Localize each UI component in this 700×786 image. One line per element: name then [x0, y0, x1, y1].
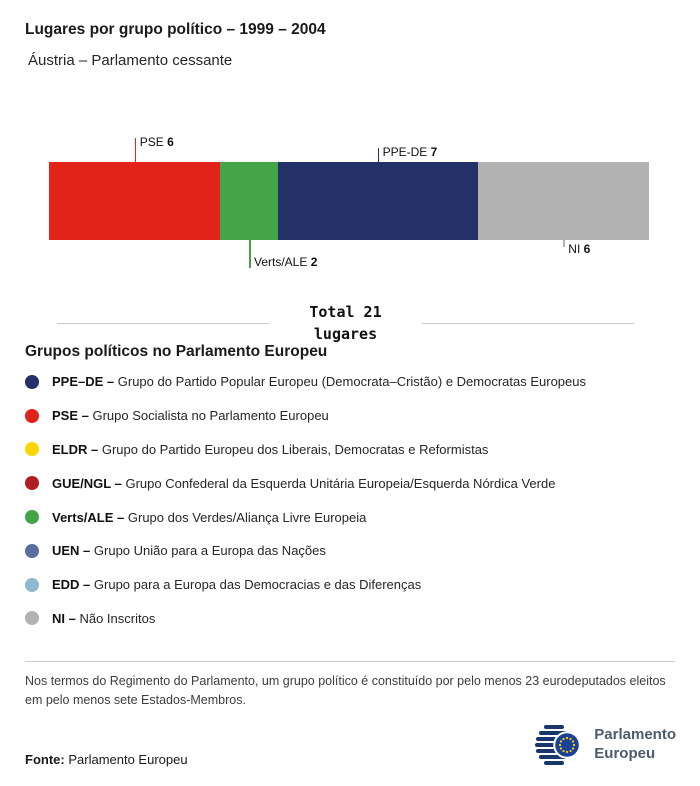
- callout-line-Verts/ALE: [249, 240, 251, 268]
- legend-label: PSE – Grupo Socialista no Parlamento Europeu: [52, 408, 329, 424]
- legend-item-UEN: [25, 534, 680, 568]
- legend-color-dot: [25, 442, 39, 456]
- legend-item-VertsALE: [25, 500, 680, 534]
- legend-item-NI: [25, 602, 680, 636]
- legend-color-dot: [25, 544, 39, 558]
- legend-color-dot: [25, 510, 39, 524]
- parliament-logo: [533, 722, 676, 768]
- legend-item-GUENGL: [25, 466, 680, 500]
- footnote: Nos termos do Regimento do Parlamento, um grupo político é constituído por pelo menos 23 eurodeputados eleitos em pelo menos sete Estados-Membros.: [25, 674, 666, 708]
- legend-label: ELDR – Grupo do Partido Europeu dos Liberais, Democratas e Reformistas: [52, 441, 489, 457]
- legend-item-PSE: [25, 399, 680, 433]
- callout-line-PSE: [135, 138, 137, 162]
- legend-label: Verts/ALE – Grupo dos Verdes/Aliança Livre Europeia: [52, 509, 367, 525]
- callout-label-PPE-DE: PPE-DE 7: [382, 145, 438, 159]
- bar-segment-Verts/ALE: [220, 162, 277, 240]
- source-line: [25, 752, 188, 767]
- legend-item-ELDR: [25, 433, 680, 467]
- page-title: Lugares por grupo político – 1999 – 2004: [25, 21, 326, 38]
- stacked-bar: [49, 162, 649, 240]
- legend-color-dot: [25, 375, 39, 389]
- total-label-line2: lugares: [313, 324, 378, 343]
- footer-divider: [25, 661, 675, 662]
- legend-color-dot: [25, 476, 39, 490]
- divider-line-right: [422, 323, 634, 324]
- bar-segment-PPE-DE: [278, 162, 478, 240]
- page-subtitle: Áustria – Parlamento cessante: [28, 52, 233, 69]
- bar-segment-PSE: [49, 162, 220, 240]
- legend-color-dot: [25, 578, 39, 592]
- bar-segment-NI: [478, 162, 649, 240]
- callout-label-Verts/ALE: Verts/ALE 2: [254, 255, 318, 269]
- total-divider: [57, 302, 634, 346]
- parliament-logo-icon: [533, 722, 583, 768]
- total-label: [269, 302, 421, 346]
- source-label: Fonte:: [25, 752, 65, 767]
- legend-label: GUE/NGL – Grupo Confederal da Esquerda Unitária Europeia/Esquerda Nórdica Verde: [52, 475, 556, 491]
- bar-chart: [49, 135, 649, 283]
- legend: [25, 365, 680, 635]
- legend-item-EDD: [25, 568, 680, 602]
- callout-label-NI: NI 6: [568, 242, 591, 256]
- source-value: Parlamento Europeu: [68, 752, 188, 767]
- legend-color-dot: [25, 409, 39, 423]
- divider-line-left: [57, 323, 269, 324]
- legend-label: UEN – Grupo União para a Europa das Nações: [52, 543, 326, 559]
- callout-line-PPE-DE: [378, 148, 380, 162]
- legend-color-dot: [25, 611, 39, 625]
- legend-label: EDD – Grupo para a Europa das Democracias e das Diferenças: [52, 577, 422, 593]
- total-label-line1: Total 21: [309, 303, 382, 321]
- logo-text-line1: Parlamento: [594, 726, 676, 744]
- callout-label-PSE: PSE 6: [139, 135, 174, 149]
- legend-item-PPEDE: [25, 365, 680, 399]
- parliament-logo-text: [594, 726, 676, 764]
- legend-title: Grupos políticos no Parlamento Europeu: [25, 343, 328, 360]
- legend-label: NI – Não Inscritos: [52, 610, 156, 626]
- legend-label: PPE–DE – Grupo do Partido Popular Europeu (Democrata–Cristão) e Democratas Europeus: [52, 374, 587, 390]
- logo-text-line2: Europeu: [594, 745, 656, 762]
- callout-line-NI: [563, 240, 565, 247]
